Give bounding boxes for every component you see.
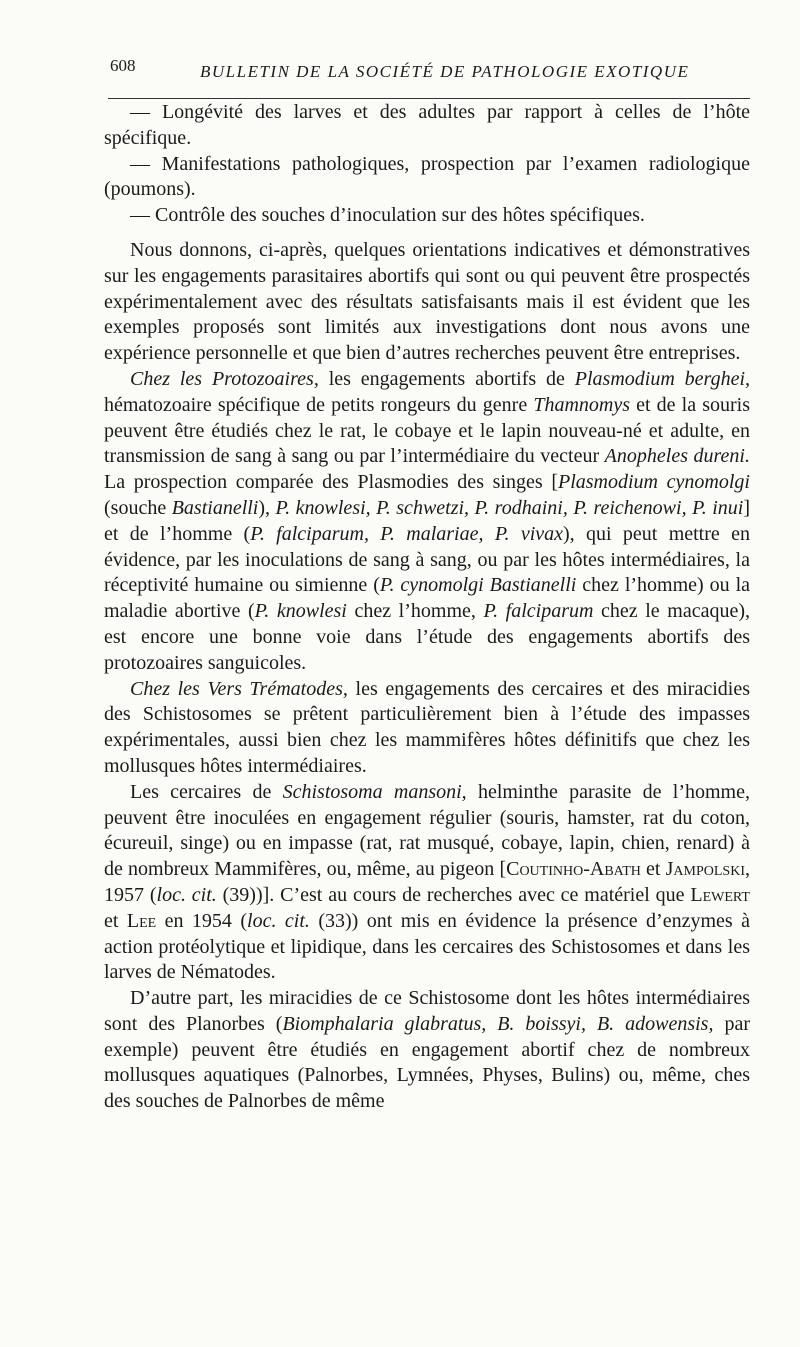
page-header: [108, 54, 750, 94]
italic-run: Plasmodium berghei,: [574, 367, 751, 390]
list-item-control: [104, 203, 750, 229]
italic-run: P. cynomolgi Bastianelli: [379, 574, 577, 597]
text-run: — Longévité des larves et des adultes par rapport à celles de l’hôte spécifique.: [104, 101, 750, 149]
text-run: chez l’homme) ou la maladie abortive (: [104, 574, 751, 623]
text-run: — Manifestations pathologiques, prospection par l’examen radiologique (poumons).: [104, 152, 750, 201]
italic-run: Chez les Vers Trématodes,: [130, 677, 348, 700]
running-title: BULLETIN DE LA SOCIÉTÉ DE PATHOLOGIE EXOTIQUE: [200, 62, 690, 81]
header-rule: [108, 98, 750, 99]
text-run: helminthe parasite de l’homme, peuvent être inoculées en engagement régulier (souris, hamster, rat du coton, écureuil, singe) ou en impasse (rat, rat musqué, cobaye, lapin, chien, renard) à de nombreux Mammifères, ou, même, au pigeon [: [104, 780, 750, 881]
text-run: chez le macaque), est encore une bonne voie dans l’étude des engagements abortifs des protozoaires sanguicoles.: [104, 600, 750, 674]
italic-run: Plasmodium cynomolgi: [558, 471, 750, 494]
italic-run: loc. cit.: [156, 883, 217, 906]
text-run: et de la souris peuvent être étudiés chez le rat, le cobaye et le lapin nouveau-né et adulte, en transmission de sang à sang ou par l’intermédiaire du vecteur: [104, 393, 750, 468]
text-run: Nous donnons, ci-après, quelques orientations indicatives et démonstratives sur les engagements parasitaires abortifs qui sont ou qui peuvent être prospectés expérimentalement avec des résultats satisfaisants mais il est évident que les exemples proposés sont limités aux investigations dont nous avons une expérience personnelle et que bien d’autres recherches peuvent être entreprises.: [104, 238, 750, 365]
text-run: La prospection comparée des Plasmodies des singes [: [104, 471, 558, 494]
text-run: — Contrôle des souches d’inoculation sur des hôtes spécifiques.: [130, 204, 645, 227]
italic-run: loc. cit.: [247, 909, 310, 932]
italic-run: Anopheles dureni.: [604, 445, 750, 468]
page-number: 608: [110, 56, 136, 75]
italic-run: Thamnomys: [533, 393, 630, 416]
paragraph-protozoaires: [104, 367, 750, 677]
text-run: hématozoaire spécifique de petits rongeurs du genre: [104, 393, 534, 416]
text-run: ),: [258, 496, 276, 519]
list-item-pathology: [104, 152, 750, 204]
italic-run: P. knowlesi: [254, 600, 347, 623]
italic-run: Biomphalaria glabratus, B. boissyi, B. adowensis,: [282, 1012, 714, 1035]
text-run: (39))]. C’est au cours de recherches avec ce matériel que: [216, 883, 691, 906]
paragraph-introduction: [104, 238, 750, 367]
author-name: Lewert: [690, 883, 750, 906]
italic-run: Schistosoma mansoni,: [282, 780, 467, 803]
italic-run: Bastianelli: [171, 496, 259, 519]
text-run: Les cercaires de: [130, 780, 283, 803]
text-run: (33)) ont mis en évidence la présence d’enzymes à action protéolytique et lipidique, dans les cercaires des Schistosomes et dans les larves de Nématodes.: [104, 909, 750, 984]
text-run: D’autre part, les miracidies de ce Schistosome dont les hôtes intermédiaires sont des Planorbes (: [104, 987, 750, 1035]
text-run: les engagements des cercaires et des miracidies des Schistosomes se prêtent particulièrement bien à l’étude des impasses expérimentales, aussi bien chez les mammifères hôtes définitifs que chez les mollusques hôtes intermédiaires.: [104, 677, 750, 777]
text-run: et: [640, 858, 666, 881]
paragraph-cercaires: [104, 780, 750, 986]
italic-run: P. falciparum, P. malariae, P. vivax: [250, 522, 564, 545]
text-run: (souche: [104, 496, 172, 519]
paragraph-trematodes: [104, 677, 750, 780]
text-run: les engagements abortifs de: [318, 367, 575, 390]
text-run: , 1957 (: [104, 858, 750, 906]
text-run: chez l’homme,: [346, 600, 484, 623]
text-run: ), qui peut mettre en évidence, par les inoculations de sang à sang, ou par les hôtes intermédiaires, la réceptivité humaine ou simienne (: [104, 522, 750, 597]
italic-run: P. falciparum: [483, 600, 594, 623]
author-name: Lee: [126, 909, 157, 932]
italic-run: Chez les Protozoaires,: [130, 367, 319, 390]
italic-run: P. knowlesi, P. schwetzi, P. rodhaini, P. reichenowi, P. inui: [275, 496, 744, 519]
list-item-longevity: [104, 100, 750, 152]
text-run: ] et de l’homme (: [104, 496, 750, 545]
paragraph-miracidies: [104, 986, 750, 1115]
body-text: [104, 100, 750, 1115]
text-run: par exemple) peuvent être étudiés en engagement abortif chez de nombreux mollusques aquatiques (Palnorbes, Lymnées, Physes, Bulins) ou, même, ches des souches de Palnorbes de même: [104, 1012, 750, 1113]
author-name: Coutinho-Abath: [506, 858, 641, 881]
text-run: et: [104, 909, 127, 932]
text-run: en 1954 (: [156, 909, 248, 932]
author-name: Jampolski: [665, 858, 745, 881]
